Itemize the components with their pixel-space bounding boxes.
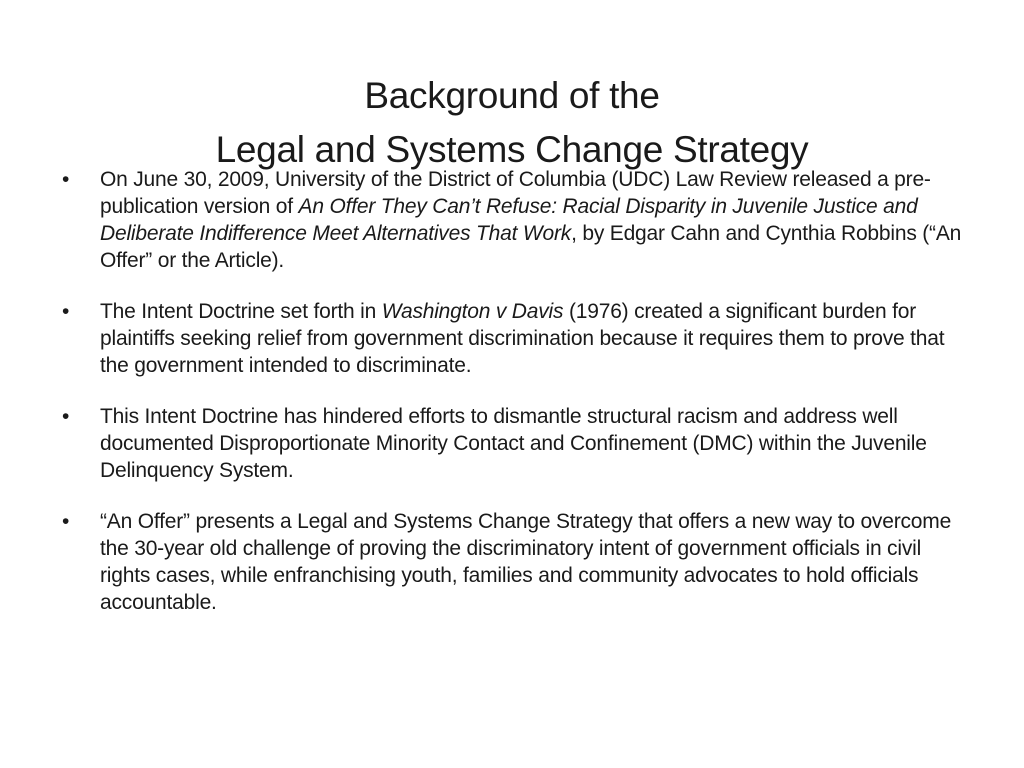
slide-title-line-2: Legal and Systems Change Strategy [215, 128, 809, 170]
slide-title [60, 69, 964, 177]
bullet-dot-icon: • [62, 405, 70, 428]
bullet-dot-icon: • [62, 510, 70, 533]
bullet-item-intent-doctrine [62, 298, 972, 379]
bullet-list [62, 166, 972, 640]
bullet-text-part: The Intent Doctrine set forth in [100, 300, 382, 323]
case-name: Washington v Davis [381, 300, 564, 323]
bullet-text [100, 405, 927, 482]
bullet-item-hindered-efforts [62, 403, 972, 484]
bullet-text-part: , by Edgar Cahn and Cynthia Robbins (“An Offer” or the Article). [100, 222, 962, 272]
bullet-item-an-offer-strategy [62, 508, 972, 616]
bullet-text-part: “An Offer” presents a Legal and Systems Change Strategy that offers a new way to overcome the 30-year old challenge of proving the discriminatory intent of government officials in civil rights cases, while enfranchising youth, families and community advocates to hold officials accountable. [100, 510, 952, 614]
bullet-text-part: On June 30, 2009, University of the District of Columbia (UDC) Law Review released a pre-publication version of [100, 168, 931, 218]
bullet-text [100, 168, 961, 272]
bullet-text-part: This Intent Doctrine has hindered efforts to dismantle structural racism and address well documented Disproportionate Minority Contact and Confinement (DMC) within the Juvenile Delinquency System. [100, 405, 927, 482]
bullet-dot-icon: • [62, 300, 70, 323]
article-title: An Offer They Can’t Refuse: Racial Disparity in Juvenile Justice and Deliberate Indifference Meet Alternatives That Work [100, 195, 918, 245]
bullet-item-udc-release [62, 166, 972, 274]
bullet-text-part: (1976) created a significant burden for plaintiffs seeking relief from government discrimination because it requires them to prove that the government intended to discriminate. [100, 300, 945, 377]
bullet-dot-icon: • [62, 168, 70, 191]
bullet-text [100, 300, 944, 377]
slide-title-line-1: Background of the [364, 74, 660, 116]
bullet-text [100, 510, 951, 614]
